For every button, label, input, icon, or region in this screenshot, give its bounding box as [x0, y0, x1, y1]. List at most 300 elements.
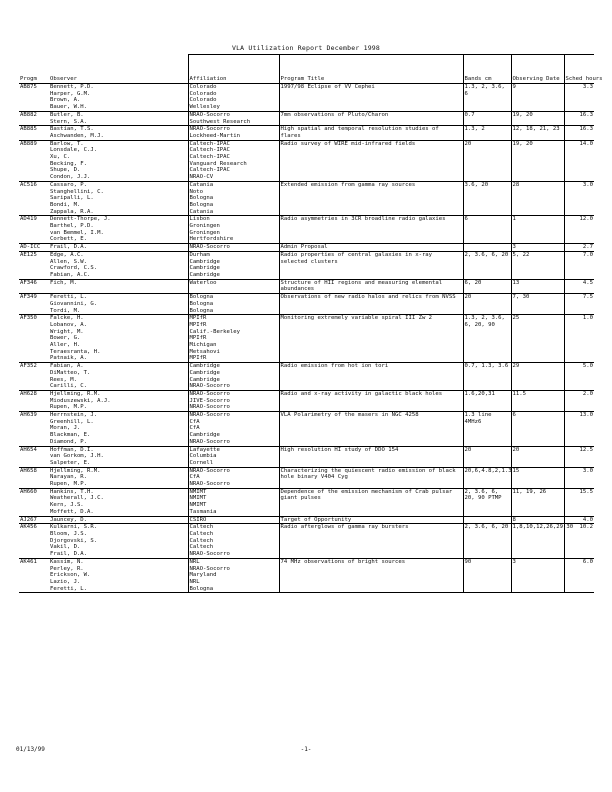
- program-id-line: AF346: [20, 279, 37, 286]
- sched-hours: [564, 558, 594, 593]
- observing-date: [511, 126, 564, 140]
- observer-list-line: Stern, S.A.: [50, 118, 88, 125]
- observer-list-line: Vakil, D.: [50, 544, 81, 551]
- observer-list-line: Hjellming, R.M.: [50, 390, 101, 397]
- observing-date-line: 1: [512, 216, 516, 223]
- program-title-line: Radio and x-ray activity in galactic black holes: [280, 390, 443, 397]
- bands-line: 6: [464, 216, 468, 223]
- observer-list-line: Salpeter, E.: [50, 459, 91, 466]
- observing-date-line: 12, 18, 21, 23: [512, 126, 560, 133]
- affiliation-list-line: NRAO-Socorro: [189, 565, 230, 572]
- program-title: [279, 216, 463, 244]
- observer-list-line: Harper, G.M.: [50, 90, 91, 97]
- observing-date: [511, 412, 564, 447]
- affiliation-list: [188, 126, 279, 140]
- program-title-line: Observations of new radio halos and relics from NVSS: [280, 294, 456, 301]
- affiliation-list-line: Groningen: [189, 223, 220, 230]
- observer-list: [49, 279, 188, 293]
- observer-list-line: Rupen, M.P.: [50, 481, 88, 488]
- program-id-line: AF352: [20, 363, 37, 370]
- bands-line: 1.3, 2, 3.6, 6, 20, 90: [464, 315, 505, 328]
- affiliation-list-line: CfA: [189, 418, 200, 425]
- footer-date: 01/13/99: [16, 746, 45, 753]
- observer-list: [49, 216, 188, 244]
- affiliation-list-line: Bologna: [189, 201, 214, 208]
- observer-list: [49, 558, 188, 593]
- observer-list-line: Greenhill, L.: [50, 418, 94, 425]
- observer-list-line: Jauncey, D.: [50, 516, 88, 523]
- affiliation-list-line: Cambridge: [189, 432, 220, 439]
- observing-date: [511, 315, 564, 363]
- program-id-line: AB875: [20, 84, 37, 90]
- bands: [463, 516, 511, 524]
- program-title: [279, 446, 463, 467]
- footer-page-number: -1-: [300, 746, 312, 753]
- program-id: [19, 251, 49, 279]
- affiliation-list-line: Columbia: [189, 453, 217, 460]
- program-id: [19, 294, 49, 315]
- program-title: [279, 294, 463, 315]
- observer-list-line: Shupe, D.: [50, 167, 81, 174]
- affiliation-list-line: Caltech-IPAC: [189, 140, 230, 147]
- sched-hours-line: 2.7: [582, 244, 593, 251]
- program-title: [279, 315, 463, 363]
- observer-list-line: Stanghellini, C.: [50, 188, 104, 195]
- bands-line: 1.3, 2: [464, 126, 485, 133]
- program-id: [19, 363, 49, 391]
- observing-date: [511, 363, 564, 391]
- bands: [463, 181, 511, 216]
- observer-list-line: Patnaik, A.: [50, 355, 88, 362]
- observer-list-line: Xu, C.: [50, 154, 71, 161]
- affiliation-list: [188, 363, 279, 391]
- bands-line: 6, 20: [464, 279, 482, 286]
- observer-list: [49, 244, 188, 252]
- observing-date-line: 11, 19, 26: [512, 488, 547, 495]
- bands-line: 1.3 line 4MHz6: [464, 412, 492, 425]
- observer-list-line: Allen, S.W.: [50, 258, 88, 265]
- affiliation-list-line: Catania: [189, 208, 214, 215]
- sched-hours: [564, 216, 594, 244]
- sched-hours-line: 12.5: [579, 446, 593, 453]
- affiliation-list-line: Bologna: [189, 300, 214, 307]
- observer-list-line: Butler, B.: [50, 111, 84, 118]
- affiliation-list-line: MPIfR: [189, 335, 207, 342]
- sched-hours: [564, 84, 594, 112]
- affiliation-list: [188, 412, 279, 447]
- affiliation-list-line: Caltech-IPAC: [189, 154, 230, 161]
- observer-list-line: Barlow, T.: [50, 140, 84, 147]
- observing-date: [511, 251, 564, 279]
- observer-list-line: van Gorkom, J.H.: [50, 453, 104, 460]
- observing-date: [511, 390, 564, 411]
- table-row: [19, 84, 594, 112]
- observer-list-line: Erickson, W.: [50, 572, 91, 579]
- program-id: [19, 390, 49, 411]
- affiliation-list: [188, 315, 279, 363]
- observer-list-line: Tordi, M.: [50, 307, 81, 314]
- affiliation-list-line: Hertfordshire: [189, 236, 234, 243]
- program-title: [279, 251, 463, 279]
- sched-hours-line: 16.3: [579, 111, 593, 118]
- sched-hours: [564, 412, 594, 447]
- bands: [463, 251, 511, 279]
- bands-line: 1.3, 2, 3.6, 6: [464, 84, 505, 97]
- sched-hours-line: 2.0: [582, 390, 593, 397]
- observing-date: [511, 111, 564, 125]
- program-id: [19, 244, 49, 252]
- program-id: [19, 84, 49, 112]
- affiliation-list-line: MPIfR: [189, 321, 207, 328]
- program-title-line: 1997/98 Eclipse of VV Cephei: [280, 84, 375, 90]
- table-row: [19, 412, 594, 447]
- affiliation-list-line: Noto: [189, 188, 203, 195]
- observing-date-line: 20: [512, 446, 520, 453]
- observer-list-line: Kulkarni, S.R.: [50, 524, 98, 531]
- affiliation-list-line: NRAO-Socorro: [189, 404, 230, 411]
- observer-list-line: Narayan, R.: [50, 474, 88, 481]
- table-row: [19, 126, 594, 140]
- observing-date-line: 29: [512, 363, 520, 370]
- affiliation-list-line: Cambridge: [189, 376, 220, 383]
- observer-list-line: Fich, M.: [50, 279, 77, 286]
- program-id-line: AJ267: [20, 516, 37, 523]
- observing-date: [511, 216, 564, 244]
- affiliation-list-line: Cambridge: [189, 258, 220, 265]
- bands-line: 3.6, 20: [464, 181, 489, 188]
- observing-date-line: 11.5: [512, 390, 526, 397]
- bands: [463, 140, 511, 181]
- bands: [463, 244, 511, 252]
- sched-hours-line: 3.0: [582, 181, 593, 188]
- affiliation-list-line: Colorado: [189, 90, 217, 97]
- observer-list-line: Moffett, D.A.: [50, 508, 94, 515]
- affiliation-list-line: NRAO-Socorro: [189, 438, 230, 445]
- program-title-line: Admin Proposal: [280, 244, 328, 251]
- observing-date-line: 3: [512, 244, 516, 251]
- program-id-line: AK456: [20, 524, 37, 531]
- observer-list-line: Feretti, L.: [50, 294, 88, 301]
- bands-line: 2, 3.6, 6, 20: [464, 251, 509, 258]
- sched-hours-line: 14.0: [579, 140, 593, 147]
- observer-list-line: Lazio, J.: [50, 578, 81, 585]
- observer-list-line: Hoffman, D.I.: [50, 446, 94, 453]
- affiliation-list-line: Caltech: [189, 531, 214, 537]
- affiliation-list-line: CfA: [189, 474, 200, 481]
- program-id-line: AF350: [20, 315, 37, 322]
- program-id: [19, 181, 49, 216]
- observer-list-line: Blackman, E.: [50, 432, 91, 439]
- program-title-line: 7mm observations of Pluto/Charon: [280, 111, 389, 118]
- table-row: [19, 111, 594, 125]
- observing-date: [511, 524, 574, 559]
- observing-date-line: 25: [512, 315, 520, 322]
- observer-list-line: Fabian, A.C.: [50, 271, 91, 278]
- observer-list-line: Bloom, J.S.: [50, 531, 88, 537]
- observing-date-line: 28: [512, 181, 520, 188]
- bands: [463, 216, 511, 244]
- bands: [463, 363, 511, 391]
- observer-list-line: Feretti, L.: [50, 585, 88, 592]
- sched-hours: [564, 279, 594, 293]
- program-id-line: AD-ICC: [20, 244, 41, 251]
- table-row: [19, 390, 594, 411]
- table-row: [19, 524, 594, 559]
- observing-date-line: 5, 22: [512, 251, 530, 258]
- observer-list-line: Giovannini, G.: [50, 300, 98, 307]
- program-id: [19, 216, 49, 244]
- affiliation-list-line: MPIfR: [189, 355, 207, 362]
- bands-line: 20: [464, 140, 472, 147]
- program-title: [279, 363, 463, 391]
- affiliation-list-line: NRL: [189, 558, 200, 565]
- table-row: [19, 467, 594, 488]
- sched-hours: [564, 315, 594, 363]
- observer-list-line: Cassaro, P.: [50, 181, 88, 188]
- observer-list: [49, 390, 188, 411]
- bands: [463, 84, 511, 112]
- affiliation-list-line: Durham: [189, 251, 210, 258]
- bands: [463, 524, 511, 559]
- program-title-line: High spatial and temporal resolution studies of flares: [280, 126, 439, 139]
- observer-list-line: Wright, M.: [50, 328, 84, 335]
- program-id-line: AF349: [20, 294, 37, 301]
- observer-list-line: Bower, G.: [50, 335, 81, 342]
- program-title-line: High resolution HI study of DDO 154: [280, 446, 399, 453]
- program-title: [279, 126, 463, 140]
- observing-date-line: 1,8,10,12,26,29,30: [512, 524, 574, 531]
- observing-date: [511, 244, 564, 252]
- program-id: [19, 446, 49, 467]
- observing-date-line: 19, 20: [512, 140, 533, 147]
- bands: [463, 467, 511, 488]
- affiliation-list-line: Caltech: [189, 524, 214, 531]
- sched-hours: [564, 488, 594, 516]
- affiliation-list-line: Groningen: [189, 229, 220, 236]
- bands-line: 1.6,20,31: [464, 390, 495, 397]
- observing-date: [511, 181, 564, 216]
- program-id: [19, 126, 49, 140]
- observer-list-line: Perley, R.: [50, 565, 84, 572]
- observer-list-line: van Bemmel, I.M.: [50, 229, 104, 236]
- program-title: [279, 390, 463, 411]
- sched-hours: [564, 181, 594, 216]
- table-row: [19, 294, 594, 315]
- observer-list: [49, 363, 188, 391]
- affiliation-list: [188, 279, 279, 293]
- affiliation-list-line: Cornell: [189, 459, 214, 466]
- program-id: [19, 467, 49, 488]
- observer-list-line: Moran, J.: [50, 425, 81, 432]
- observing-date: [511, 140, 564, 181]
- header-sched-hours: Sched hours: [564, 55, 594, 84]
- sched-hours-line: 5.0: [582, 363, 593, 370]
- observer-list-line: Teraesranta, H.: [50, 348, 101, 355]
- program-id-line: AH639: [20, 412, 37, 419]
- program-title: [279, 467, 463, 488]
- program-title: [279, 111, 463, 125]
- affiliation-list-line: NRAO-Socorro: [189, 126, 230, 133]
- bands: [463, 294, 511, 315]
- sched-hours: [564, 251, 594, 279]
- sched-hours-line: 7.0: [582, 251, 593, 258]
- program-title-line: Radio survey of WIRE mid-infrared fields: [280, 140, 416, 147]
- observer-list-line: Hankins, T.H.: [50, 488, 94, 495]
- observer-list: [49, 126, 188, 140]
- bands: [463, 390, 511, 411]
- program-id: [19, 524, 49, 559]
- affiliation-list-line: NRAO-Socorro: [189, 467, 230, 474]
- observer-list-line: Kern, J.S.: [50, 502, 84, 509]
- program-title: [279, 140, 463, 181]
- program-title: [279, 488, 463, 516]
- program-id-line: AB889: [20, 140, 37, 147]
- affiliation-list-line: NRAO-CV: [189, 174, 214, 181]
- affiliation-list: [188, 516, 279, 524]
- observing-date-line: 8: [512, 516, 516, 523]
- observing-date-line: 15: [512, 467, 520, 474]
- observer-list-line: Bennett, P.D.: [50, 84, 94, 90]
- affiliation-list-line: NRAO-Socorro: [189, 111, 230, 118]
- program-title-line: VLA Polarimetry of the masers in NGC 4258: [280, 412, 419, 419]
- header-observer: Observer: [49, 55, 188, 84]
- affiliation-list-line: Caltech-IPAC: [189, 167, 230, 174]
- affiliation-list: [188, 244, 279, 252]
- observer-list-line: Aller, H.: [50, 342, 81, 349]
- program-title: [279, 279, 463, 293]
- table-row: [19, 181, 594, 216]
- observer-list-line: Bastian, T.S.: [50, 126, 94, 133]
- bands-line: 0.7, 1.3, 3.6: [464, 363, 509, 370]
- affiliation-list-line: Bologna: [189, 307, 214, 314]
- table-row: [19, 216, 594, 244]
- observer-list-line: Corbett, E.: [50, 236, 88, 243]
- affiliation-list-line: Caltech: [189, 544, 214, 551]
- observing-date: [511, 84, 564, 112]
- bands: [463, 126, 511, 140]
- affiliation-list-line: Calif.-Berkeley: [189, 328, 241, 335]
- observer-list-line: Weatherall, J.C.: [50, 495, 104, 502]
- affiliation-list: [188, 558, 279, 593]
- observer-list: [49, 111, 188, 125]
- affiliation-list-line: Waterloo: [189, 279, 217, 286]
- bands-line: 20: [464, 446, 472, 453]
- observer-list-line: Zappala, R.A.: [50, 208, 94, 215]
- bands: [463, 412, 511, 447]
- table-row: [19, 244, 594, 252]
- observer-list-line: Lonsdale, C.J.: [50, 147, 98, 154]
- observer-list: [49, 524, 188, 559]
- program-id-line: AD419: [20, 216, 37, 223]
- observing-date-line: 7, 30: [512, 294, 530, 301]
- program-id: [19, 140, 49, 181]
- observer-list: [49, 251, 188, 279]
- program-title-line: Structure of HII regions and measuring elemental abundances: [280, 279, 443, 293]
- program-id-line: AH658: [20, 467, 37, 474]
- observing-date: [511, 446, 564, 467]
- observer-list-line: DiMatteo, T.: [50, 369, 91, 376]
- affiliation-list: [188, 216, 279, 244]
- table-row: [19, 446, 594, 467]
- bands: [463, 279, 511, 293]
- sched-hours-line: 7.5: [582, 294, 593, 301]
- affiliation-list-line: NRAO-Socorro: [189, 383, 230, 390]
- observing-date: [511, 279, 564, 293]
- sched-hours-line: 3.0: [582, 467, 593, 474]
- observer-list-line: Falcke, H.: [50, 315, 84, 322]
- affiliation-list-line: Caltech-IPAC: [189, 147, 230, 154]
- affiliation-list-line: Bologna: [189, 294, 214, 301]
- affiliation-list-line: Wellesley: [189, 104, 220, 111]
- sched-hours: [564, 446, 594, 467]
- affiliation-list: [188, 294, 279, 315]
- program-id-line: AE125: [20, 251, 37, 258]
- observer-list-line: Djorgovski, S.: [50, 537, 98, 544]
- affiliation-list-line: NRAO-Socorro: [189, 551, 230, 558]
- sched-hours: [564, 516, 594, 524]
- observer-list-line: Herrnstein, J.: [50, 412, 98, 419]
- sched-hours: [564, 363, 594, 391]
- program-title: [279, 84, 463, 112]
- observer-list-line: Barthel, P.D.: [50, 223, 94, 230]
- affiliation-list-line: Bologna: [189, 195, 214, 202]
- sched-hours: [564, 294, 594, 315]
- observer-list-line: Hjellming, R.M.: [50, 467, 101, 474]
- header-observing-date: Observing Date: [511, 55, 564, 84]
- sched-hours: [564, 390, 594, 411]
- affiliation-list-line: NRL: [189, 578, 200, 585]
- affiliation-list: [188, 181, 279, 216]
- observing-date-line: 19, 20: [512, 111, 533, 118]
- observer-list-line: Frail, D.A.: [50, 244, 88, 251]
- program-id-line: AC516: [20, 181, 37, 188]
- report-title: VLA Utilization Report December 1998: [231, 44, 381, 52]
- program-id: [19, 315, 49, 363]
- table-row: [19, 516, 594, 524]
- bands-line: 2, 3.6, 6, 20, 90 PTMP: [464, 488, 502, 502]
- sched-hours-line: 4.5: [582, 279, 593, 286]
- bands-line: 20,6,4.8,2,1.3: [464, 467, 512, 474]
- observer-list-line: Bondi, M.: [50, 201, 81, 208]
- observer-list-line: Frail, D.A.: [50, 551, 88, 558]
- affiliation-list-line: NRAO-Socorro: [189, 390, 230, 397]
- observing-date: [511, 488, 564, 516]
- observer-list-line: Lobanov, A.: [50, 321, 88, 328]
- affiliation-list-line: Catania: [189, 181, 214, 188]
- observing-date: [511, 558, 564, 593]
- table-row: [19, 279, 594, 293]
- program-title-line: Radio emission from hot ion tori: [280, 363, 389, 370]
- sched-hours: [564, 111, 594, 125]
- sched-hours: [564, 140, 594, 181]
- bands-line: 90: [464, 558, 472, 565]
- bands-line: 0.7: [464, 111, 475, 118]
- affiliation-list: [188, 524, 279, 559]
- program-id-line: AH660: [20, 488, 37, 495]
- affiliation-list-line: Bologna: [189, 585, 214, 592]
- sched-hours-line: 3.3: [582, 84, 593, 90]
- sched-hours-line: 12.0: [579, 216, 593, 223]
- program-id-line: AB885: [20, 126, 37, 133]
- affiliation-list-line: NRAO-Socorro: [189, 412, 230, 419]
- observer-list-line: Bauer, W.H.: [50, 104, 88, 111]
- table-row: [19, 315, 594, 363]
- program-id-line: AK461: [20, 558, 37, 565]
- observing-date-line: 3: [512, 558, 516, 565]
- observer-list-line: Becking, F.: [50, 160, 88, 167]
- program-id: [19, 488, 49, 516]
- program-id: [19, 516, 49, 524]
